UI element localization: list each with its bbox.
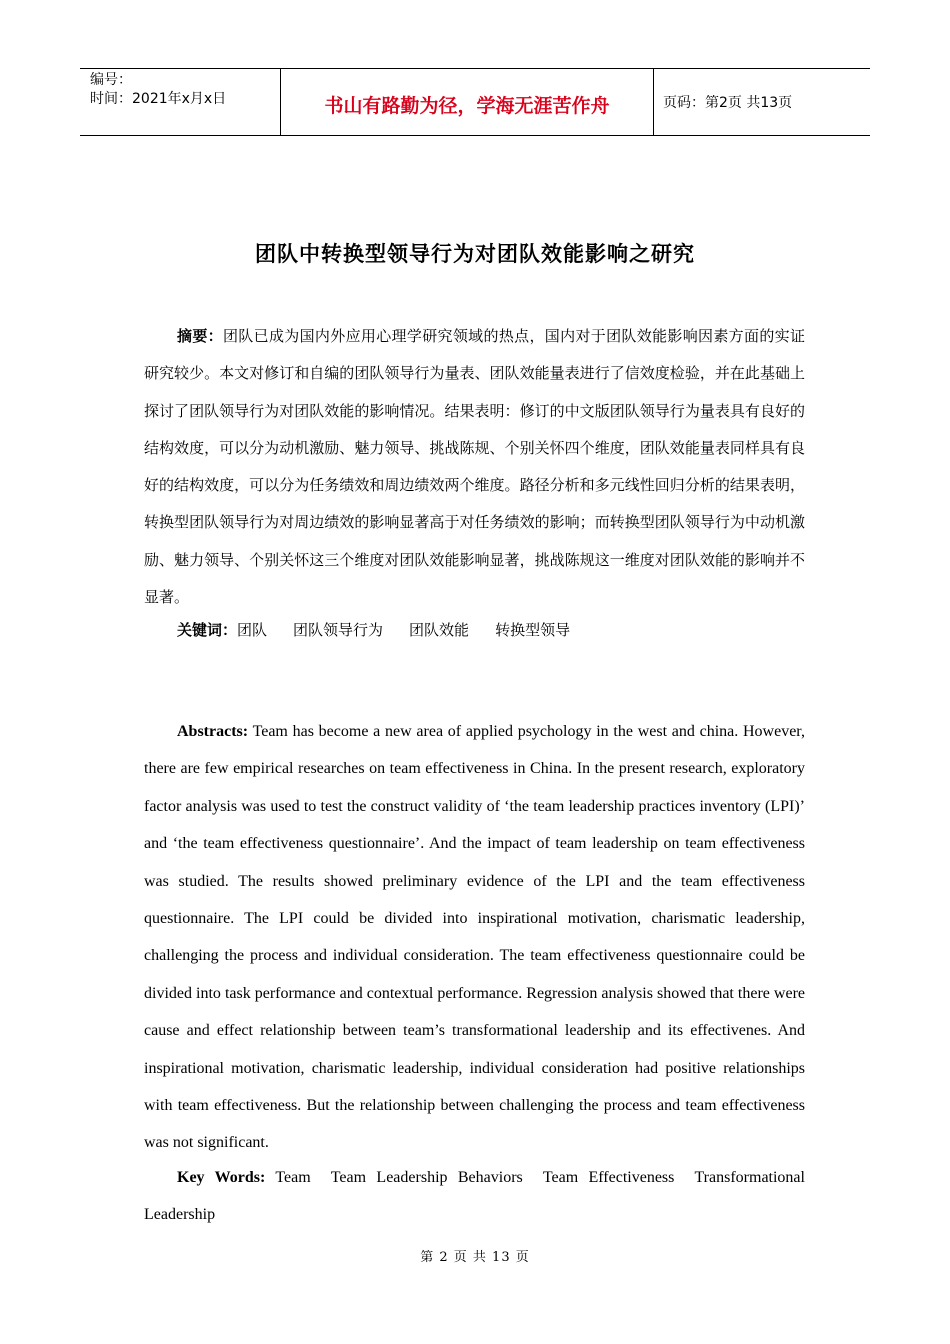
english-keyword: Team Leadership Behaviors xyxy=(330,1169,523,1186)
english-abstract-text: Team has become a new area of applied psychology in the west and china. However, there are few empirical researches on team effectiveness in China. In the present research, exploratory factor analysis was used to test the construct validity of ‘the team leadership practices inventory (LPI)’ and ‘the team effectiveness questionnaire’. And the impact of team leadership on team effectiveness was studied. The results showed preliminary evidence of the LPI and the team effectiveness questionnaire. The LPI could be divided into inspirational motivation, charismatic leadership, challenging the process and individual consideration. The team effectiveness questionnaire could be divided into task performance and contextual performance. Regression analysis showed that there were cause and effect relationship between team’s transformational leadership and its effectivenes. And inspirational motivation, charismatic leadership, individual consideration had positive relationships with team effectiveness. But the relationship between challenging the process and team effectiveness was not significant. xyxy=(144,723,805,1152)
chinese-keyword: 团队领导行为 xyxy=(293,621,384,639)
header-time: 时间：2021年x月x日 xyxy=(90,91,227,107)
header-page-number: 页码：第2页 共13页 xyxy=(663,95,793,111)
english-abstract-label: Abstracts: xyxy=(177,723,249,740)
header-motto: 书山有路勤为径，学海无涯苦作舟 xyxy=(281,69,654,135)
english-keyword: Transformational Leadership xyxy=(144,1169,805,1224)
header-meta xyxy=(80,69,281,135)
chinese-abstract xyxy=(144,318,805,616)
chinese-keywords xyxy=(144,612,838,649)
header-number: 编号： xyxy=(90,72,132,88)
chinese-abstract-text: 团队已成为国内外应用心理学研究领域的热点，国内对于团队效能影响因素方面的实证研究较少。本文对修订和自编的团队领导行为量表、团队效能量表进行了信效度检验，并在此基础上探讨了团队领导行为对团队效能的影响情况。结果表明：修订的中文版团队领导行为量表具有良好的结构效度，可以分为动机激励、魅力领导、挑战陈规、个别关怀四个维度，团队效能量表同样具有良好的结构效度，可以分为任务绩效和周边绩效两个维度。路径分析和多元线性回归分析的结果表明，转换型团队领导行为对周边绩效的影响显著高于对任务绩效的影响；而转换型团队领导行为中动机激励、魅力领导、个别关怀这三个维度对团队效能影响显著，挑战陈规这一维度对团队效能的影响并不显著。 xyxy=(144,327,805,607)
page-footer: 第 2 页 共 13 页 xyxy=(420,1250,530,1265)
chinese-keyword: 团队效能 xyxy=(409,621,470,639)
english-keywords-label: Key Words: xyxy=(177,1169,266,1186)
chinese-keyword: 转换型领导 xyxy=(495,621,571,639)
document-title: 团队中转换型领导行为对团队效能影响之研究 xyxy=(255,241,695,266)
english-keywords xyxy=(144,1159,805,1234)
chinese-abstract-label: 摘要： xyxy=(177,327,223,345)
page-header xyxy=(80,68,870,136)
chinese-keywords-label: 关键词： xyxy=(177,621,238,639)
chinese-keyword: 团队 xyxy=(237,621,268,639)
english-keyword: Team xyxy=(275,1169,311,1186)
english-keyword: Team Effectiveness xyxy=(542,1169,675,1186)
english-abstract xyxy=(144,713,805,1162)
